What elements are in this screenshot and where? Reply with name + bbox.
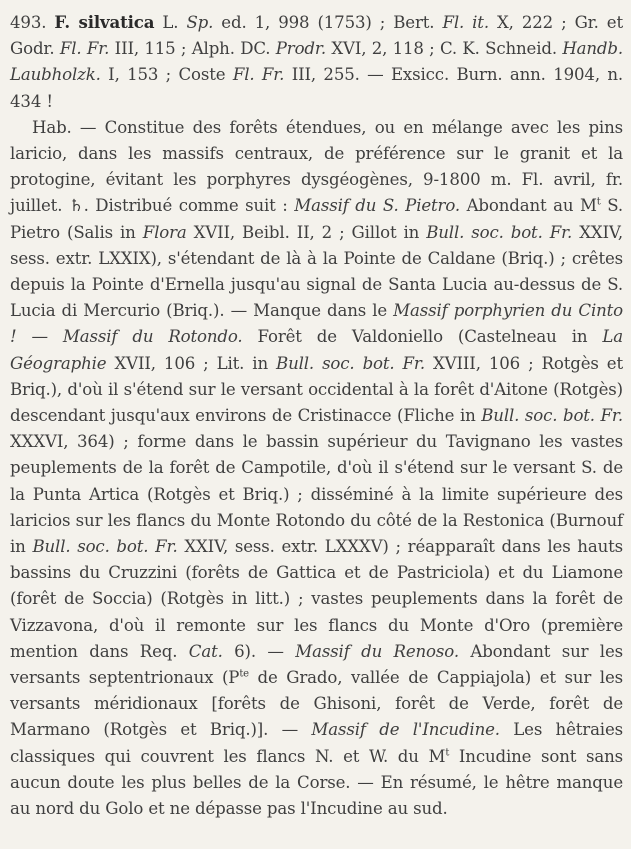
ref-flore-france-coste: Fl. Fr.: [232, 65, 285, 85]
species-entry: [10, 9, 623, 115]
citation-title: Flora: [142, 222, 187, 242]
habitat-text: XVIII, 106 ; Rotgès et Briq.), d'où il s'étend sur le versant occidental à la forêt d'Aitone (Rotgès) descendant jusqu'aux environs de Cristinacce (Fliche in: [10, 353, 623, 426]
habitat-text: S. Pietro (Salis in: [10, 196, 623, 242]
ref-flore-france: Fl. Fr.: [59, 39, 110, 59]
massif-heading: Massif de l'Incudine.: [311, 720, 500, 740]
habitat-text: XXXVI, 364) ; forme dans le bassin supérieur du Tavignano les vastes peuplements de la forêt de Campotile, d'où il s'étend sur le versant S. de la Punta Artica (Rotgès et Briq.) ; disséminé à la limite supérieure des laricios sur les flancs du Monte Rotondo du côté de la Restonica (Burnouf in: [10, 432, 623, 557]
ref-prodromus: Prodr.: [275, 39, 326, 59]
ref-handbuch: Handb. Laubholzk.: [10, 39, 623, 85]
superscript: te: [239, 668, 249, 680]
habitat-text: XVII, 106 ; Lit. in: [106, 353, 277, 373]
species-name: F. silvatica: [54, 12, 155, 32]
ref-text: III, 115 ; Alph. DC.: [109, 39, 276, 59]
habitat-text: Abondant sur les versants septentrionaux (P: [10, 641, 623, 688]
habitat-text: XXIV, sess. extr. LXXIX), s'étendant de là à la Pointe de Caldane (Briq.) ; crêtes depuis la Pointe d'Ernella jusqu'au signal de Santa Lucia au-dessus de S. Lucia di Mercurio (Briq.). — Manque dans le: [10, 222, 623, 321]
entry-number: 493.: [10, 13, 47, 32]
massif-heading: Massif du S. Pietro.: [294, 196, 460, 216]
ref-flora-italica: Fl. it.: [442, 13, 489, 32]
massif-heading: Massif porphyrien du Cinto ! — Massif du Rotondo.: [10, 301, 624, 347]
citation-title: Bull. soc. bot. Fr.: [276, 353, 425, 373]
habitat-text: Forêt de Valdoniello (Castelneau in: [242, 327, 603, 347]
habitat-text: XXIV, sess. extr. LXXXV) ; réapparaît dans les hauts bassins du Cruzzini (forêts de Gattica et de Pastriciola) et du Liamone (forêt de Soccia) (Rotgès in litt.) ; vastes peuplements dans la forêt de Vizzavona, d'où il remonte sur les flancs du Monte d'Oro (première mention dans Req.: [10, 537, 623, 661]
habitat-text: 6). —: [222, 641, 296, 661]
ref-text: III, 255. — Exsicc. Burn. ann. 1904, n. 434 !: [10, 65, 623, 111]
superscript: t: [596, 196, 601, 208]
habitat-paragraph: [10, 115, 623, 822]
ref-species-plantarum: Sp.: [186, 13, 214, 32]
ref-text: X, 222 ; Gr. et Godr.: [10, 13, 623, 59]
habitat-text: Les hêtraies classiques qui couvrent les flancs N. et W. du M: [10, 720, 623, 766]
ref-text: ed. 1, 998 (1753) ; Bert.: [213, 13, 443, 32]
citation-title: Bull. soc. bot. Fr.: [32, 537, 178, 557]
habitat-text: de Grado, vallée de Cappiajola) et sur les versants méridionaux [forêts de Ghisoni, forêt de Verde, forêt de Marmano (Rotgès et Briq.)]. —: [10, 668, 623, 740]
ref-text: XVI, 2, 118 ; C. K. Schneid.: [325, 39, 563, 59]
citation-title: Bull. soc. bot. Fr.: [426, 222, 573, 242]
superscript: t: [445, 747, 450, 759]
habitat-text: XVII, Beibl. II, 2 ; Gillot in: [186, 222, 427, 242]
ref-text: I, 153 ; Coste: [100, 65, 233, 85]
massif-heading: Massif du Renoso.: [295, 641, 459, 661]
citation-title: La Géographie: [10, 327, 623, 373]
habitat-text: Abondant au M: [460, 196, 597, 216]
habitat-text: Incudine sont sans aucun doute les plus belles de la Corse. — En résumé, le hêtre manque au nord du Golo et ne dépasse pas l'Incudine au sud.: [10, 746, 624, 819]
habitat-text: Hab. — Constitue des forêts étendues, ou en mélange avec les pins laricio, dans les massifs centraux, de préférence sur le granit et la protogine, évitant les porphyres dysgéogènes, 9-1800 m. Fl. avril, fr. juillet. ♄. Distribué comme suit :: [10, 117, 623, 216]
citation-title: Bull. soc. bot. Fr.: [481, 406, 623, 426]
citation-title: Cat.: [188, 641, 223, 661]
authority: L.: [154, 13, 187, 32]
